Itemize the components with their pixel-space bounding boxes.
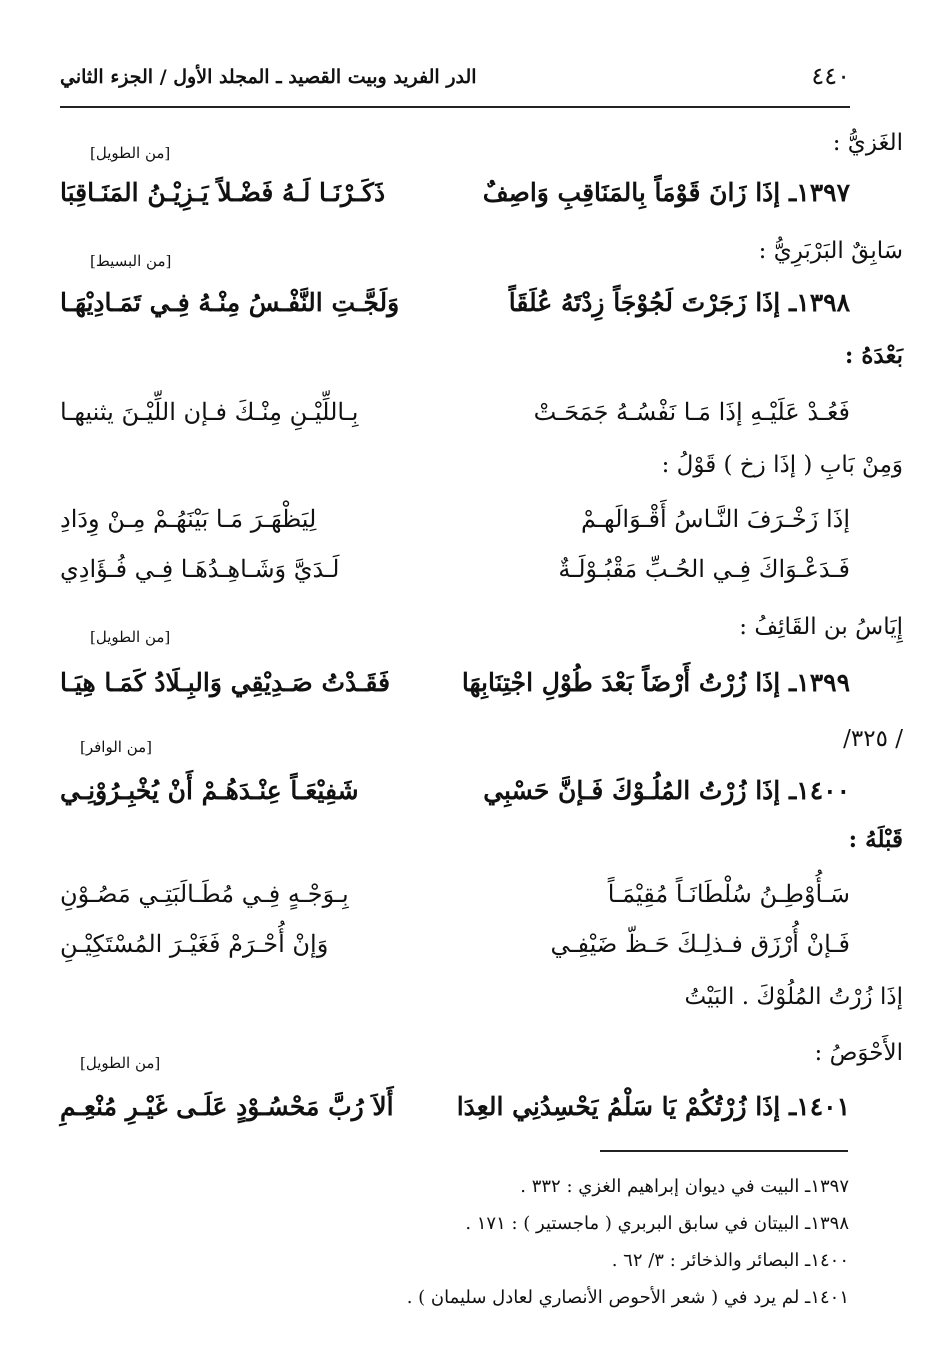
running-title: الدر الفريد وبيت القصيد ـ المجلد الأول / الجزء الثاني — [60, 66, 477, 88]
verse-first-hemistich: إذَا زَخْـرَفَ النَّـاسُ أَقْـوَالَهـمْ — [581, 505, 850, 533]
poet-name: الأَحْوَصُ : — [814, 1040, 903, 1066]
verse-first-hemistich: فَـدَعْـوَاكَ فِـي الحُـبِّ مَقْبُـوْلَـةٌ — [558, 555, 850, 583]
verse-row — [60, 178, 850, 228]
chapter-note: وَمِنْ بَابِ ( إذَا زخ ) قَوْلُ : — [661, 452, 903, 478]
meter-row — [60, 244, 850, 294]
closing-line: إذَا زُرْتُ المُلُوْكَ . البَيْتُ — [684, 984, 903, 1010]
verse-second-hemistich: وَلَجَّـتِ النَّفْـسُ مِنْـهُ فِـي تَمَـادِيْهَـا — [60, 288, 400, 317]
poet-name: الغَزيُّ : — [832, 130, 903, 156]
label-before: قَبْلَهُ : — [848, 826, 903, 853]
verse-row — [60, 1092, 850, 1142]
footnote: ١٣٩٧ـ البيت في ديوان إبراهيم الغزي : ٣٣٢ . — [520, 1176, 849, 1197]
page-number: ٤٤٠ — [811, 62, 850, 90]
verse-row — [60, 668, 850, 718]
verse-first-hemistich: ١٣٩٩ـ إذَا زُرْتُ أَرْضَاً بَعْدَ طُوْلِ اجْتِنَابِهَا — [461, 668, 850, 697]
verse-second-hemistich: بِـاللِّيْـنِ مِنْـكَ فـإن اللِّيْـنَ يثنيهـا — [60, 398, 359, 426]
meter-row — [60, 730, 850, 780]
verse-second-hemistich: وَإنْ أُحْـرَمْ فَغَيْـرَ المُسْتَكِيْـنِ — [60, 930, 329, 958]
poet-name: إِيَاسُ بن القَائِفُ : — [739, 614, 903, 640]
verse-row — [60, 776, 850, 826]
verse-first-hemistich: ١٤٠١ـ إذَا زُرْتُكُمْ يَا سَلْمُ يَحْسِدُنِي العِدَا — [456, 1092, 850, 1121]
verse-row — [60, 398, 850, 448]
verse-first-hemistich: فَعُـدْ عَلَيْـهِ إذَا مَـا نَفْسُـهُ جَمَحَـتْ — [533, 398, 850, 426]
page-marker: / ٣٢٥/ — [843, 726, 903, 752]
meter-label: [من البسيط] — [90, 252, 172, 270]
verse-second-hemistich: بِـوَجْـهٍ فِـي مُطَـالَبَتِـي مَصُـوْنِ — [60, 880, 349, 908]
verse-second-hemistich: أَلاَ رُبَّ مَحْسُـوْدٍ عَلَـى غَيْـرِ مُنْعِـمِ — [60, 1092, 394, 1121]
verse-row — [60, 505, 850, 555]
verse-second-hemistich: فَقَـدْتُ صَـدِيْقِي وَالبِـلَادُ كَمَـا هِيَـا — [60, 668, 391, 697]
meter-label: [من الطويل] — [90, 144, 171, 162]
verse-second-hemistich: شَفِيْعَـاً عِنْـدَهُـمْ أَنْ يُخْبِـرُوْنِـي — [60, 776, 359, 805]
footnote-divider — [600, 1150, 848, 1152]
footnote: ١٤٠١ـ لم يرد في ( شعر الأحوص الأنصاري لعادل سليمان ) . — [406, 1287, 849, 1308]
verse-row — [60, 880, 850, 930]
page-header — [60, 58, 850, 108]
verse-first-hemistich: ١٣٩٧ـ إذَا زَانَ قَوْمَاً بِالمَنَاقِبِ وَاصِفٌ — [482, 178, 850, 207]
verse-second-hemistich: لَـدَيَّ وَشَـاهِـدُهَـا فِـي فُـؤَادِي — [60, 555, 340, 583]
verse-second-hemistich: لِيَظْهَـرَ مَـا بَيْنَهُـمْ مِـنْ وِدَادِ — [60, 505, 317, 533]
verse-row — [60, 288, 850, 338]
meter-row — [60, 620, 850, 670]
meter-label: [من الوافر] — [80, 738, 153, 756]
poet-name: سَابِقٌ البَرْبَرِيُّ : — [758, 238, 903, 264]
verse-second-hemistich: ذَكَـرْنَـا لَـهُ فَضْـلاً يَـزِيْـنُ المَنَـاقِبَا — [60, 178, 386, 207]
meter-label: [من الطويل] — [80, 1054, 161, 1072]
verse-row — [60, 930, 850, 980]
footnote: ١٤٠٠ـ البصائر والذخائر : ٣/ ٦٢ . — [611, 1250, 849, 1271]
meter-label: [من الطويل] — [90, 628, 171, 646]
meter-row — [60, 1046, 850, 1096]
verse-first-hemistich: سَـأُوْطِـنُ سُلْطَانَـاً مُقِيْمَـاً — [607, 880, 850, 908]
footnote: ١٣٩٨ـ البيتان في سابق البربري ( ماجستير ) : ١٧١ . — [465, 1213, 849, 1234]
verse-row — [60, 555, 850, 605]
verse-first-hemistich: فَـإنْ أُرْزَق فـذلِـكَ حَـظّ ضَيْفِـي — [550, 930, 850, 958]
verse-first-hemistich: ١٣٩٨ـ إذَا زَجَرْتَ لَجُوْجَاً زِدْتَهُ عُلَقَاً — [508, 288, 850, 317]
verse-first-hemistich: ١٤٠٠ـ إذَا زُرْتُ المُلُـوْكَ فَـإنَّ حَسْبِي — [483, 776, 850, 805]
label-after: بَعْدَهُ : — [844, 342, 903, 369]
